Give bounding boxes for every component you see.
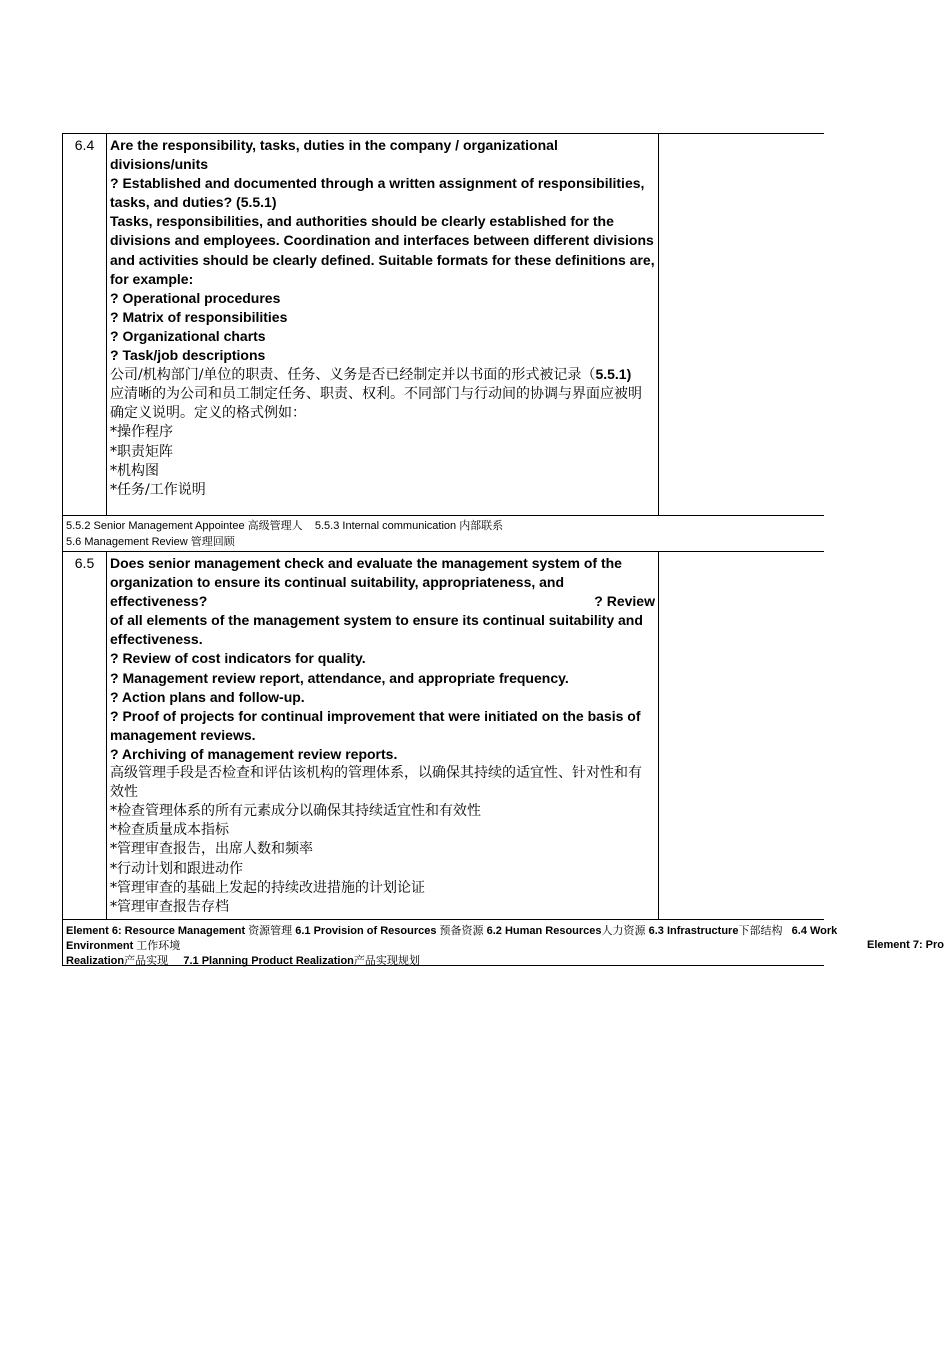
table-row xyxy=(62,551,824,919)
question-en-line: ? Review of cost indicators for quality. xyxy=(110,650,366,667)
row-number: 6.5 xyxy=(62,552,107,919)
question-en-line: ? Task/job descriptions xyxy=(110,347,266,364)
question-en-line: of all elements of the management system to ensure its continual suitability and effectiveness. xyxy=(110,612,643,648)
notes-cell[interactable] xyxy=(659,134,824,515)
question-en-line: ? Action plans and follow-up. xyxy=(110,688,305,705)
question-zh-line: *管理审查的基础上发起的持续改进措施的计划论证 xyxy=(110,879,425,896)
question-en-line: ? Archiving of management review reports. xyxy=(110,745,398,762)
question-en-line: ? Organizational charts xyxy=(110,327,266,344)
question-zh-line: 高级管理手段是否检查和评估该机构的管理体系，以确保其持续的适宜性、针对性和有效性 xyxy=(110,765,642,801)
question-zh-line: *机构图 xyxy=(110,462,159,479)
question-zh-line: 应清晰的为公司和员工制定任务、职责、权利。不同部门与行动间的协调与界面应被明确定义说明。定义的格式例如： xyxy=(110,386,642,422)
element-band: Element 6: Resource Management 资源管理 6.1 Provision of Resources 预备资源 6.2 Human Resources人力资源 6.3 Infrastructure下部结构 6.4 Work Environment 工作环境 Element 7: Pro Realization产品实现 7.1 Planning Product Realization产品实现规划 xyxy=(62,919,824,966)
question-zh-line: *检查质量成本指标 xyxy=(110,822,229,839)
question-en-line: Does senior management check and evaluate the management system of the organization to ensure its continual suitability, appropriateness, and xyxy=(110,555,622,591)
section-band: 5.5.2 Senior Management Appointee 高级管理人 5.5.3 Internal communication 内部联系 5.6 Management Review 管理回顾 xyxy=(62,515,824,551)
question-zh-line: *管理审查报告，出席人数和频率 xyxy=(110,841,313,858)
question-en-line: ? Matrix of responsibilities xyxy=(110,308,288,325)
question-zh-line: *操作程序 xyxy=(110,424,173,441)
question-en-line: Tasks, responsibilities, and authorities should be clearly established for the divisions and employees. Coordination and interfaces between different divisions and activities should be clearly defined. Suitable formats for these definitions are, for example: xyxy=(110,213,655,287)
question-en-line: Are the responsibility, tasks, duties in the company / organizational divisions/units xyxy=(110,137,558,173)
question-en-line: effectiveness? ? Review xyxy=(110,593,655,610)
row-number: 6.4 xyxy=(62,134,107,515)
question-zh-line: *行动计划和跟进动作 xyxy=(110,860,243,877)
question-zh-line: 公司/机构部门/单位的职责、任务、义务是否已经制定并以书面的形式被记录（5.5.1) xyxy=(110,366,632,384)
question-en-line: ? Established and documented through a written assignment of responsibilities, tasks, and duties? (5.5.1) xyxy=(110,175,645,211)
question-en-line: ? Operational procedures xyxy=(110,289,281,306)
notes-cell[interactable] xyxy=(659,552,824,919)
table-row xyxy=(62,133,824,515)
checklist-sheet xyxy=(62,133,945,967)
question-en-line: ? Management review report, attendance, and appropriate frequency. xyxy=(110,669,569,686)
question-zh-line: *检查管理体系的所有元素成分以确保其持续适宜性和有效性 xyxy=(110,803,481,820)
question-cell xyxy=(107,552,659,919)
question-zh-line: *职责矩阵 xyxy=(110,443,173,460)
question-zh-line: *管理审查报告存档 xyxy=(110,898,229,915)
question-en-line: ? Proof of projects for continual improvement that were initiated on the basis of management reviews. xyxy=(110,707,641,743)
question-zh-line: *任务/工作说明 xyxy=(110,481,206,498)
question-cell xyxy=(107,134,659,515)
